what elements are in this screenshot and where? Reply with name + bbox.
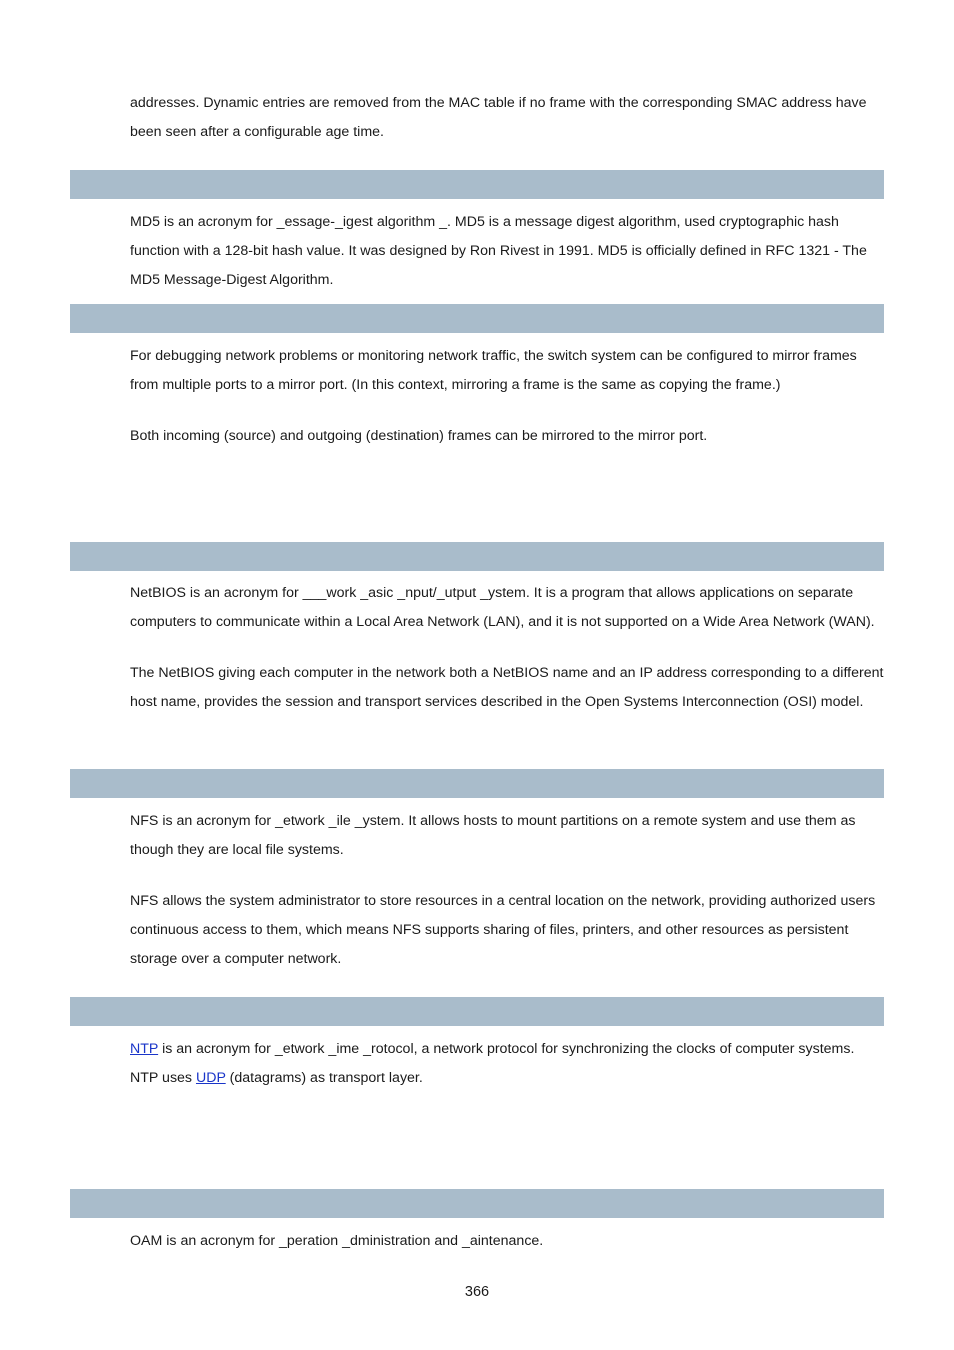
mirroring-paragraph-1: For debugging network problems or monitoring network traffic, the switch system can be configured to mirror frames from multiple ports to a mirror port. (In this context, mirroring a frame is the same as copying the frame.) [130, 348, 857, 393]
ntp-text-1: is an acronym for _etwork _ime _rotocol, a network protocol for synchronizing the clocks of computer systems. NTP uses [130, 1041, 855, 1086]
md5-paragraph: MD5 is an acronym for _essage-_igest algorithm _. MD5 is a message digest algorithm, used cryptographic hash function with a 128-bit hash value. It was designed by Ron Rivest in 1991. MD5 is officially defined in RFC 1321 - The MD5 Message-Digest Algorithm. [130, 214, 867, 288]
page-number: 366 [464, 1284, 490, 1300]
ntp-paragraph [130, 1035, 886, 1093]
udp-link[interactable]: UDP [195, 1070, 226, 1086]
intro-paragraph: addresses. Dynamic entries are removed from the MAC table if no frame with the corresponding SMAC address have been seen after a configurable age time. [130, 95, 867, 140]
netbios-paragraph-2: The NetBIOS giving each computer in the network both a NetBIOS name and an IP address corresponding to a different host name, provides the session and transport services described in the Open Systems Interconnection (OSI) model. [130, 665, 884, 710]
section-header-bar-nfs [70, 769, 884, 798]
section-header-bar-md5 [70, 170, 884, 199]
netbios-paragraph-1: NetBIOS is an acronym for ___work _asic _nput/_utput _ystem. It is a program that allows applications on separate computers to communicate within a Local Area Network (LAN), and it is not supported on a Wide Area Network (WAN). [130, 585, 875, 630]
mirroring-paragraph-2: Both incoming (source) and outgoing (destination) frames can be mirrored to the mirror port. [130, 428, 708, 444]
oam-paragraph: OAM is an acronym for _peration _dministration and _aintenance. [130, 1233, 544, 1249]
nfs-paragraph-2: NFS allows the system administrator to store resources in a central location on the network, providing authorized users continuous access to them, which means NFS supports sharing of files, printers, and other resources as persistent storage over a computer network. [130, 893, 876, 967]
ntp-link[interactable]: NTP [130, 1041, 159, 1057]
ntp-text-2: (datagrams) as transport layer. [225, 1070, 423, 1086]
section-header-bar-oam [70, 1189, 884, 1218]
section-header-bar-netbios [70, 542, 884, 571]
nfs-paragraph-1: NFS is an acronym for _etwork _ile _ystem. It allows hosts to mount partitions on a remote system and use them as though they are local file systems. [130, 813, 856, 858]
section-header-bar-ntp [70, 997, 884, 1026]
section-header-bar-mirroring [70, 304, 884, 333]
